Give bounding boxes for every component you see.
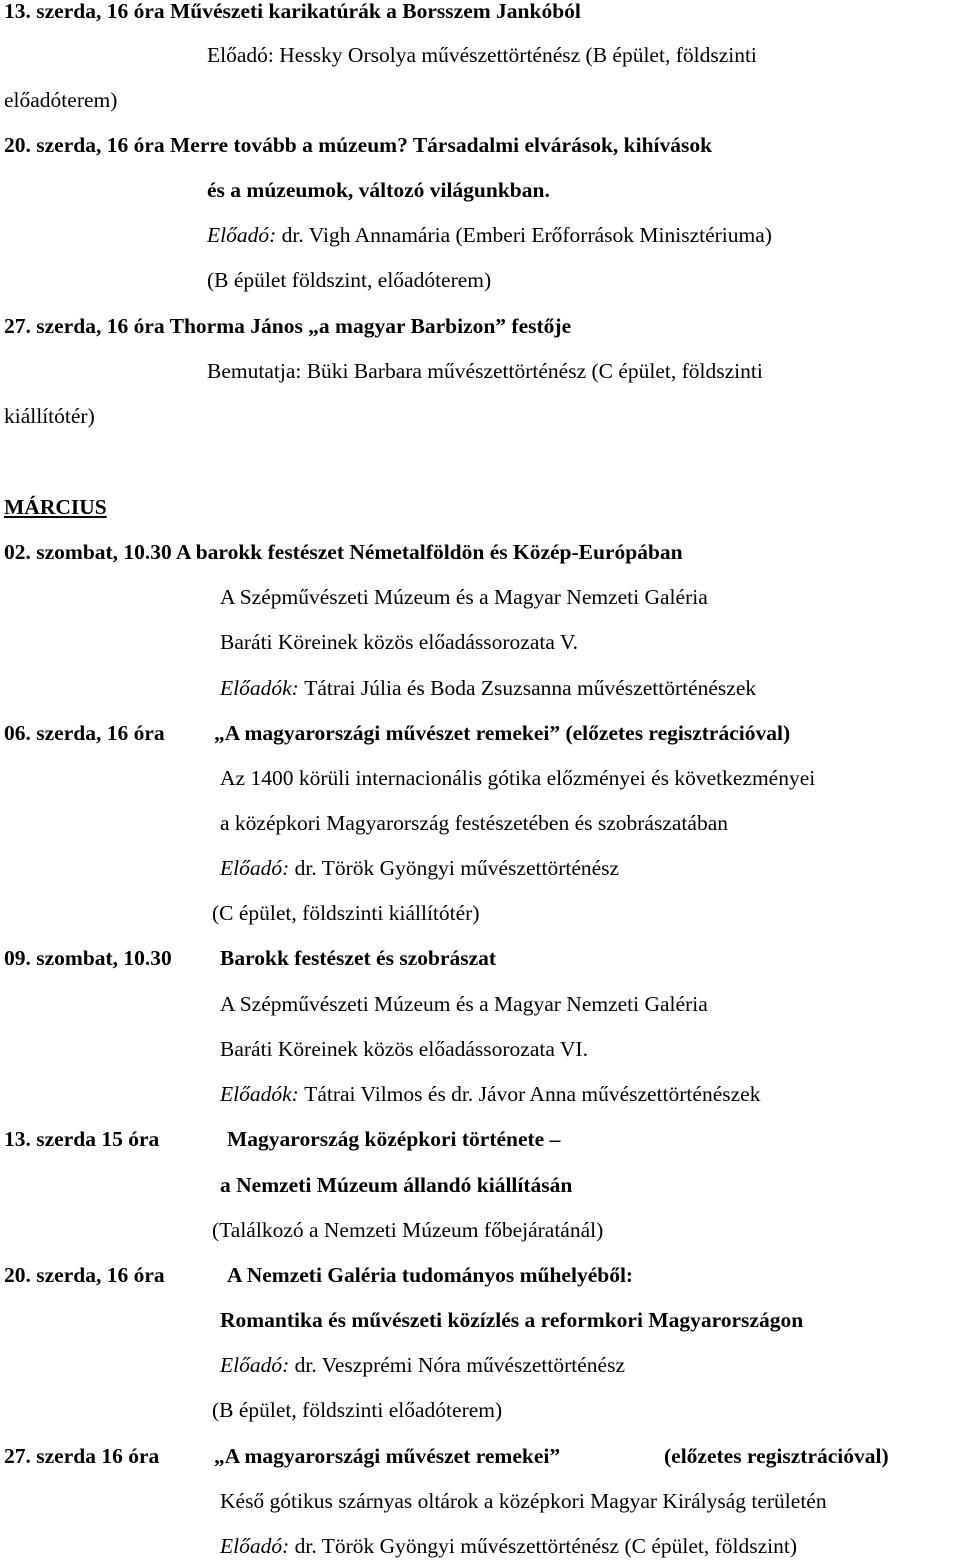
- event-description: Késő gótikus szárnyas oltárok a középkori Magyar Királyság területén: [220, 1489, 827, 1513]
- event-title: 13. szerda, 16 óra Művészeti karikatúrák a Borsszem Jankóból: [4, 0, 581, 23]
- event-datetime: 06. szerda, 16 óra: [4, 721, 165, 745]
- event-presenter: Bemutatja: Büki Barbara művészettörténész (C épület, földszinti: [207, 359, 763, 383]
- event-location: kiállítótér): [4, 404, 95, 428]
- event-datetime: 27. szerda 16 óra: [4, 1444, 160, 1468]
- event-title-continued: és a múzeumok, változó világunkban.: [207, 178, 550, 202]
- event-title: 02. szombat, 10.30 A barokk festészet Németalföldön és Közép-Európában: [4, 540, 683, 564]
- event-speaker: [207, 222, 772, 248]
- speaker-label: Előadók:: [220, 1082, 305, 1106]
- speaker-name: dr. Veszprémi Nóra művészettörténész: [294, 1353, 626, 1377]
- event-speaker: [220, 1352, 625, 1378]
- event-description: Baráti Köreinek közös előadássorozata VI.: [220, 1037, 588, 1061]
- event-title: 27. szerda, 16 óra Thorma János „a magyar Barbizon” festője: [4, 314, 572, 338]
- event-location: (C épület, földszinti kiállítótér): [212, 901, 480, 925]
- event-speaker: Előadó: Hessky Orsolya művészettörténész (B épület, földszinti: [207, 43, 757, 67]
- event-description: a középkori Magyarország festészetében és szobrászatában: [220, 811, 728, 835]
- speaker-name: Tátrai Vilmos és dr. Jávor Anna művészettörténészek: [304, 1082, 761, 1106]
- event-datetime: 20. szerda, 16 óra: [4, 1263, 165, 1287]
- event-title: Barokk festészet és szobrászat: [220, 946, 497, 970]
- event-description: A Szépművészeti Múzeum és a Magyar Nemzeti Galéria: [220, 992, 708, 1016]
- month-heading: MÁRCIUS: [4, 495, 107, 519]
- event-speaker: [220, 1081, 760, 1107]
- event-title: „A magyarországi művészet remekei” (előzetes regisztrációval): [214, 721, 791, 745]
- event-speaker: [220, 675, 756, 701]
- speaker-label: Előadó:: [220, 1353, 295, 1377]
- event-title: A Nemzeti Galéria tudományos műhelyéből:: [227, 1263, 634, 1287]
- event-datetime: 13. szerda 15 óra: [4, 1127, 160, 1151]
- event-speaker: [220, 855, 619, 881]
- event-title: „A magyarországi művészet remekei”: [214, 1444, 561, 1468]
- event-description: Az 1400 körüli internacionális gótika előzményei és következményei: [220, 766, 816, 790]
- event-description: A Szépművészeti Múzeum és a Magyar Nemzeti Galéria: [220, 585, 708, 609]
- speaker-label: Előadó:: [220, 856, 295, 880]
- event-location: előadóterem): [4, 88, 118, 112]
- event-description: Baráti Köreinek közös előadássorozata V.: [220, 630, 579, 654]
- speaker-name: dr. Vigh Annamária (Emberi Erőforrások Minisztériuma): [281, 223, 772, 247]
- event-speaker: [220, 1533, 797, 1559]
- speaker-name: Tátrai Júlia és Boda Zsuzsanna művészettörténészek: [304, 676, 757, 700]
- registration-note: (előzetes regisztrációval): [664, 1444, 889, 1468]
- speaker-label: Előadók:: [220, 676, 305, 700]
- event-title: Magyarország középkori története –: [227, 1127, 561, 1151]
- event-title-continued: Romantika és művészeti közízlés a reformkori Magyarországon: [220, 1308, 804, 1332]
- event-title: 20. szerda, 16 óra Merre tovább a múzeum? Társadalmi elvárások, kihívások: [4, 133, 713, 157]
- event-location: (B épület földszint, előadóterem): [207, 268, 492, 292]
- event-title-continued: a Nemzeti Múzeum állandó kiállításán: [220, 1173, 573, 1197]
- event-datetime: 09. szombat, 10.30: [4, 946, 172, 970]
- speaker-name: dr. Török Gyöngyi művészettörténész (C épület, földszint): [294, 1534, 798, 1558]
- speaker-name: dr. Török Gyöngyi művészettörténész: [294, 856, 620, 880]
- speaker-label: Előadó:: [220, 1534, 295, 1558]
- event-location: (Találkozó a Nemzeti Múzeum főbejáratánál): [212, 1218, 604, 1242]
- event-location: (B épület, földszinti előadóterem): [212, 1398, 503, 1422]
- speaker-label: Előadó:: [207, 223, 282, 247]
